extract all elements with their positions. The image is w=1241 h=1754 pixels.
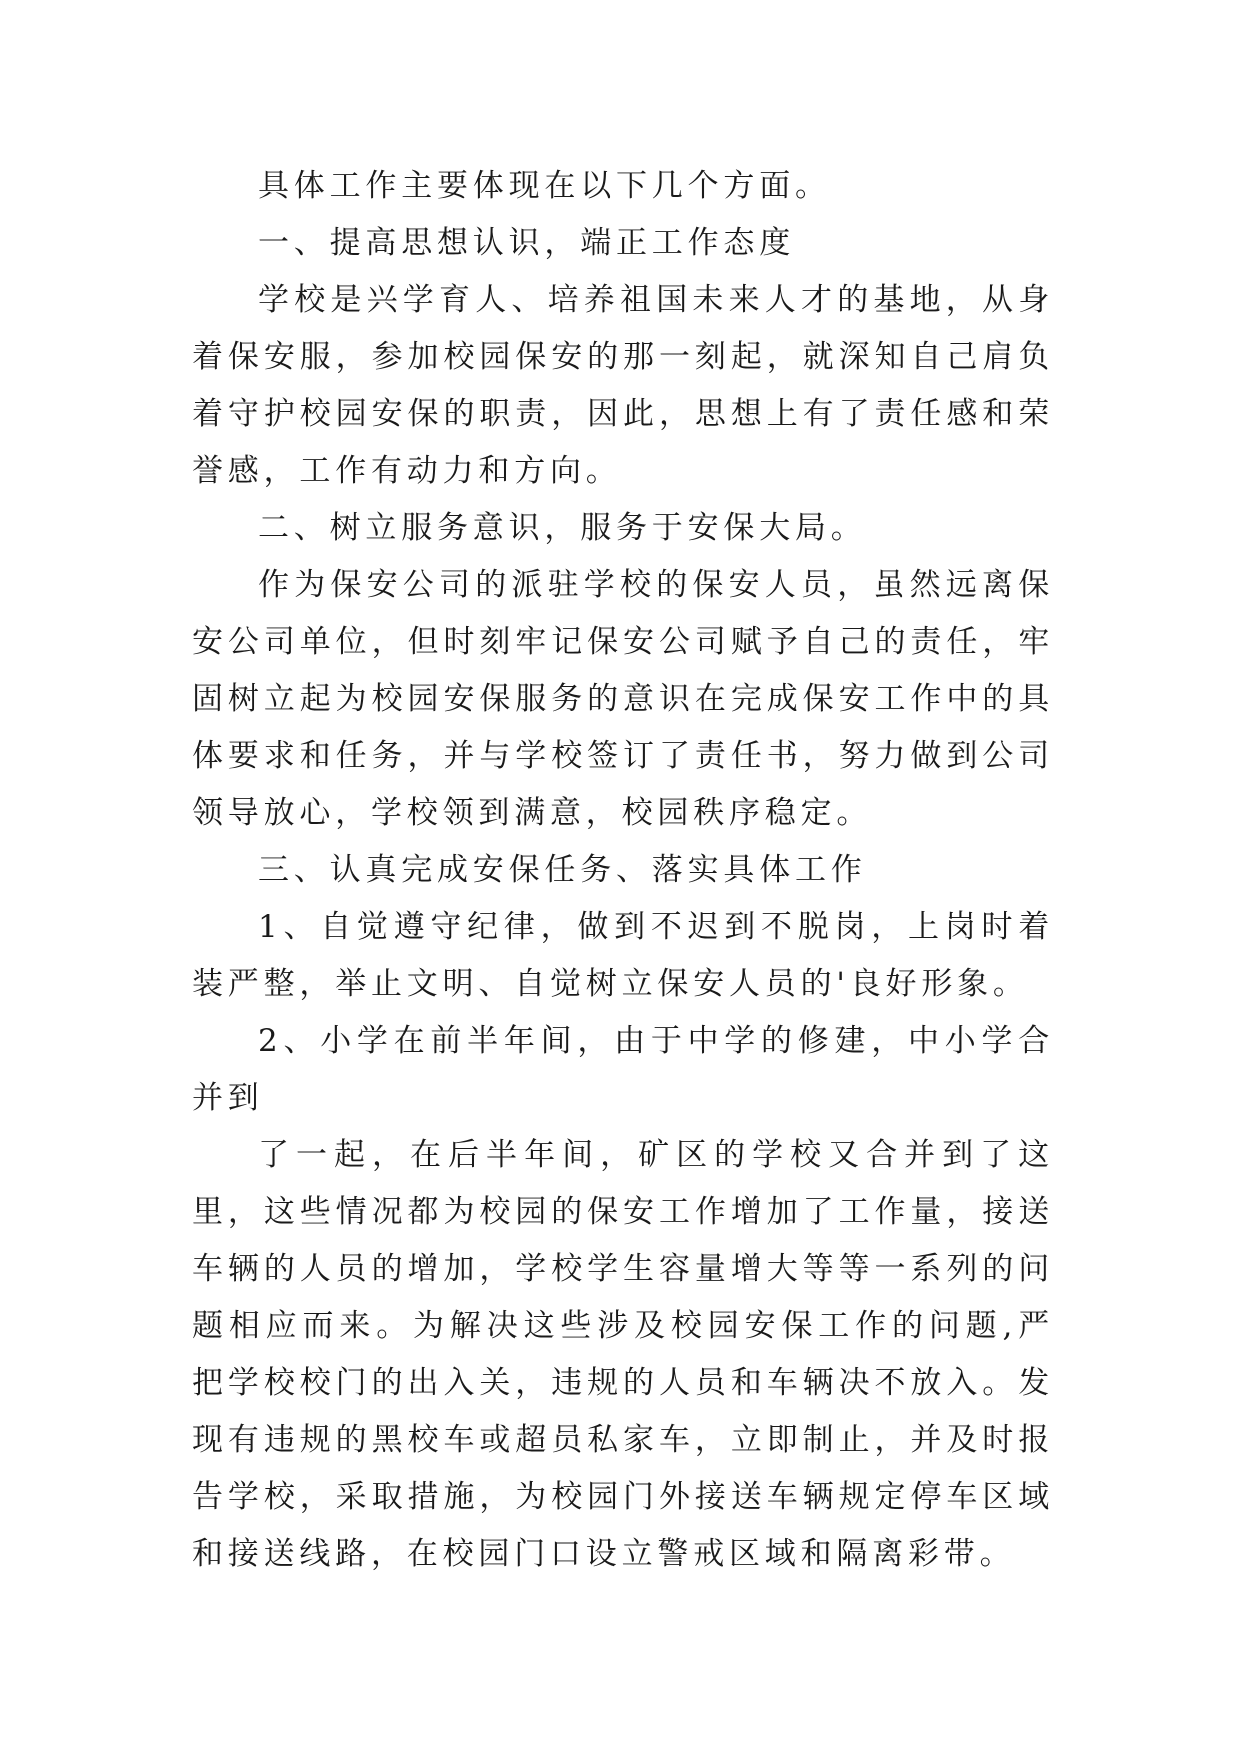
list-item-1: 1、自觉遵守纪律，做到不迟到不脱岗，上岗时着装严整，举止文明、自觉树立保安人员的'良好形象。 bbox=[192, 909, 1054, 1002]
document-page bbox=[192, 158, 1054, 1583]
paragraph-section-2: 作为保安公司的派驻学校的保安人员，虽然远离保安公司单位，但时刻牢记保安公司赋予自己的责任，牢固树立起为校园安保服务的意识在完成保安工作中的具体要求和任务，并与学校签订了责任书，努力做到公司领导放心，学校领到满意，校园秩序稳定。 bbox=[192, 567, 1054, 831]
heading-section-1: 一、提高思想认识，端正工作态度 bbox=[258, 225, 795, 261]
paragraph-intro: 具体工作主要体现在以下几个方面。 bbox=[258, 168, 831, 204]
paragraph-continuation: 了一起，在后半年间，矿区的学校又合并到了这里，这些情况都为校园的保安工作增加了工作量，接送车辆的人员的增加，学校学生容量增大等等一系列的问题相应而来。为解决这些涉及校园安保工作的问题,严把学校校门的出入关，违规的人员和车辆决不放入。发现有违规的黑校车或超员私家车，立即制止，并及时报告学校，采取措施，为校园门外接送车辆规定停车区域和接送线路，在校园门口设立警戒区域和隔离彩带。 bbox=[192, 1137, 1054, 1572]
heading-section-2: 二、树立服务意识，服务于安保大局。 bbox=[258, 510, 867, 546]
paragraph-section-1: 学校是兴学育人、培养祖国未来人才的基地，从身着保安服，参加校园保安的那一刻起，就深知自己肩负着守护校园安保的职责，因此，思想上有了责任感和荣誉感，工作有动力和方向。 bbox=[192, 282, 1054, 489]
list-item-2: 2、小学在前半年间，由于中学的修建，中小学合并到 bbox=[192, 1023, 1054, 1116]
heading-section-3: 三、认真完成安保任务、落实具体工作 bbox=[258, 852, 867, 888]
